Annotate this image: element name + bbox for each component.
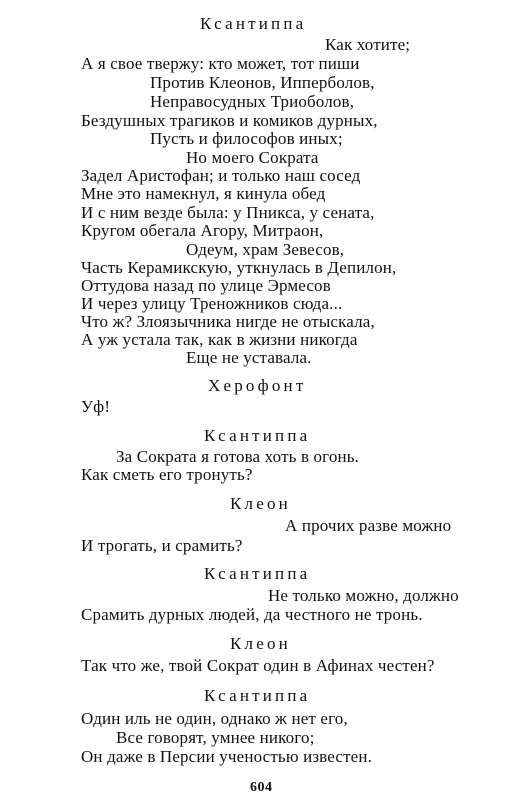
verse-line: Часть Керамикскую, уткнулась в Депилон, bbox=[81, 258, 397, 277]
verse-line: И с ним везде была: у Пникса, у сената, bbox=[81, 203, 375, 222]
speaker-name: Ксантиппа bbox=[204, 426, 311, 445]
verse-line: Кругом обегала Агору, Митраон, bbox=[81, 221, 324, 240]
verse-line: Не только можно, должно bbox=[268, 586, 459, 605]
verse-line: Задел Аристофан; и только наш сосед bbox=[81, 166, 361, 185]
verse-line: Неправосудных Триоболов, bbox=[150, 92, 355, 111]
speaker-name: Ксантиппа bbox=[204, 564, 311, 583]
speaker-name: Клеон bbox=[230, 634, 291, 653]
verse-line: Оттудова назад по улице Эрмесов bbox=[81, 276, 331, 295]
verse-line: Он даже в Персии ученостью известен. bbox=[81, 747, 372, 766]
verse-line: Еще не уставала. bbox=[186, 348, 312, 367]
page-number: 604 bbox=[250, 780, 273, 795]
verse-line: И через улицу Треножников сюда... bbox=[81, 294, 343, 313]
verse-line: А уж устала так, как в жизни никогда bbox=[81, 330, 358, 349]
verse-line: Бездушных трагиков и комиков дурных, bbox=[81, 111, 378, 130]
speaker-name: Ксантиппа bbox=[200, 14, 307, 33]
speaker-name: Клеон bbox=[230, 494, 291, 513]
verse-line: А прочих разве можно bbox=[285, 516, 452, 535]
verse-line: Все говорят, умнее никого; bbox=[116, 728, 315, 747]
verse-line: Как сметь его тронуть? bbox=[81, 465, 253, 484]
verse-line: Против Клеонов, Ипперболов, bbox=[150, 73, 375, 92]
verse-line: Так что же, твой Сократ один в Афинах честен? bbox=[81, 656, 435, 675]
speaker-name: Ксантиппа bbox=[204, 686, 311, 705]
verse-line: Что ж? Злоязычника нигде не отыскала, bbox=[81, 312, 375, 331]
verse-line: Срамить дурных людей, да честного не тронь. bbox=[81, 605, 423, 624]
verse-line: Одеум, храм Зевесов, bbox=[186, 240, 345, 259]
verse-line: Уф! bbox=[81, 397, 111, 416]
verse-line: За Сократа я готова хоть в огонь. bbox=[116, 447, 360, 466]
verse-line: И трогать, и срамить? bbox=[81, 536, 243, 555]
verse-line: А я свое твержу: кто может, тот пиши bbox=[81, 54, 360, 73]
verse-line: Пусть и философов иных; bbox=[150, 129, 343, 148]
speaker-name: Херофонт bbox=[208, 376, 307, 395]
verse-line: Но моего Сократа bbox=[186, 148, 319, 167]
verse-line: Как хотите; bbox=[325, 35, 411, 54]
verse-line: Мне это намекнул, я кинула обед bbox=[81, 184, 326, 203]
verse-line: Один иль не один, однако ж нет его, bbox=[81, 709, 348, 728]
